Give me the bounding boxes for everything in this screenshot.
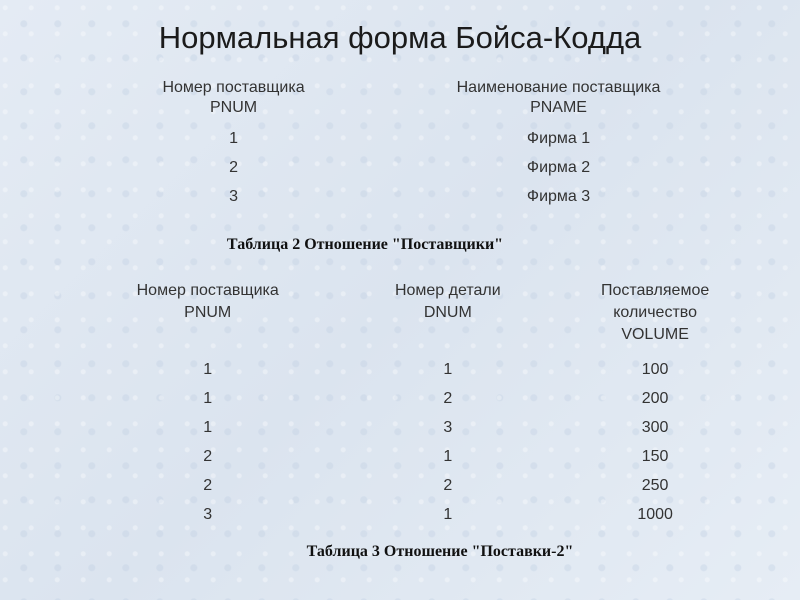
table-cell: 2	[203, 448, 213, 465]
table-cell: Фирма 1	[526, 130, 591, 147]
table-row	[100, 153, 750, 182]
table-cell: 1	[443, 506, 453, 523]
header-code: DNUM	[423, 304, 472, 321]
header-code: VOLUME	[621, 326, 689, 343]
table-cell: 1	[203, 361, 213, 378]
table-cell: 300	[641, 419, 669, 436]
table-cell: 150	[641, 448, 669, 465]
header-code: PNUM	[209, 99, 258, 116]
table-row	[70, 384, 760, 413]
table-cell: 2	[443, 477, 453, 494]
table-cell: 250	[641, 477, 669, 494]
table-cell: 1000	[637, 506, 673, 523]
table-header	[70, 280, 345, 355]
table-cell: 1	[229, 130, 238, 147]
table-header	[367, 78, 750, 124]
table-cell: 1	[443, 361, 453, 378]
table-cell: 2	[229, 159, 238, 176]
table-cell: Фирма 2	[526, 159, 591, 176]
suppliers-table	[100, 78, 750, 211]
table-cell: 100	[641, 361, 669, 378]
header-label: Номер детали	[394, 282, 501, 299]
table-cell: 200	[641, 390, 669, 407]
table-header	[550, 280, 760, 355]
header-label: Номер поставщика	[162, 79, 305, 96]
table-cell: 2	[443, 390, 453, 407]
table-cell: 3	[203, 506, 213, 523]
table-row	[100, 182, 750, 211]
header-code: PNAME	[530, 99, 587, 116]
header-label: количество	[613, 304, 697, 321]
header-label: Поставляемое	[600, 282, 710, 299]
supplies-table	[70, 280, 760, 529]
page-title: Нормальная форма Бойса-Кодда	[158, 20, 642, 55]
table-header	[345, 280, 550, 355]
table-row	[70, 500, 760, 529]
table-row	[70, 413, 760, 442]
table-row	[70, 355, 760, 384]
header-label: Наименование поставщика	[456, 79, 661, 96]
table-row	[70, 442, 760, 471]
table-cell: 1	[203, 390, 213, 407]
table-cell: 2	[203, 477, 213, 494]
table-cell: 3	[229, 188, 238, 205]
table-cell: 1	[443, 448, 453, 465]
table-cell: Фирма 3	[526, 188, 591, 205]
header-label: Номер поставщика	[136, 282, 279, 299]
header-code: PNUM	[184, 304, 232, 321]
table-cell: 1	[203, 419, 213, 436]
table-cell: 3	[443, 419, 453, 436]
table-row	[100, 124, 750, 153]
table-caption: Таблица 2 Отношение "Поставщики"	[226, 236, 504, 253]
table-header	[100, 78, 367, 124]
table-row	[70, 471, 760, 500]
table-caption: Таблица 3 Отношение "Поставки-2"	[306, 543, 574, 560]
